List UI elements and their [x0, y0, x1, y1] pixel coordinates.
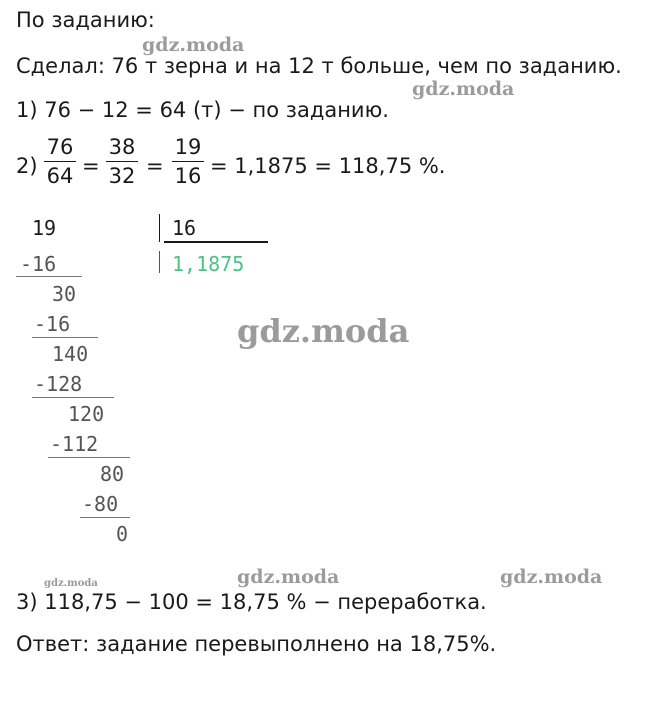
- watermark: gdz.moda: [500, 566, 603, 588]
- division-vertical-bar: [159, 214, 160, 242]
- watermark: gdz.moda: [412, 78, 515, 100]
- division-vertical-bar-lower: [159, 251, 160, 273]
- division-step: -16: [20, 252, 57, 276]
- equals-sign: =: [146, 154, 164, 178]
- heading-text: По заданию:: [16, 8, 155, 32]
- division-step: 140: [52, 342, 89, 366]
- division-step: 120: [68, 402, 105, 426]
- step-1-text: 1) 76 − 12 = 64 (т) − по заданию.: [16, 98, 389, 122]
- division-step: 30: [52, 282, 77, 306]
- fraction-denominator: 16: [174, 164, 202, 188]
- division-underline: [80, 517, 130, 518]
- step-3-text: 3) 118,75 − 100 = 18,75 % − переработка.: [16, 590, 487, 614]
- division-step: -112: [50, 432, 99, 456]
- division-step: 80: [100, 462, 125, 486]
- step-2-result: = 1,1875 = 118,75 %.: [210, 154, 446, 178]
- fraction-numerator: 19: [174, 135, 202, 159]
- quotient: 1,1875: [172, 252, 245, 276]
- fraction-19-16: [172, 134, 204, 189]
- watermark: gdz.moda: [44, 578, 98, 589]
- fraction-denominator: 64: [46, 164, 74, 188]
- fraction-76-64: [44, 134, 76, 189]
- division-underline: [32, 397, 114, 398]
- division-step: 0: [116, 522, 129, 546]
- watermark: gdz.moda: [142, 34, 245, 56]
- answer-text: Ответ: задание перевыполнено на 18,75%.: [16, 632, 497, 656]
- division-underline: [16, 276, 82, 277]
- division-step: -16: [34, 312, 71, 336]
- division-step: -128: [34, 372, 83, 396]
- fraction-38-32: [106, 134, 138, 189]
- watermark: gdz.moda: [237, 566, 340, 588]
- divisor: 16: [172, 216, 197, 240]
- division-underline: [32, 337, 98, 338]
- watermark: gdz.moda: [237, 312, 410, 350]
- equals-sign: =: [82, 154, 100, 178]
- condition-text: Сделал: 76 т зерна и на 12 т больше, чем по заданию.: [16, 54, 622, 78]
- division-step: -80: [82, 492, 119, 516]
- divisor-underline: [164, 241, 268, 243]
- fraction-numerator: 76: [46, 135, 74, 159]
- division-underline: [48, 457, 130, 458]
- dividend: 19: [32, 216, 57, 240]
- fraction-numerator: 38: [108, 135, 136, 159]
- fraction-denominator: 32: [108, 164, 136, 188]
- step-2-label: 2): [16, 154, 38, 178]
